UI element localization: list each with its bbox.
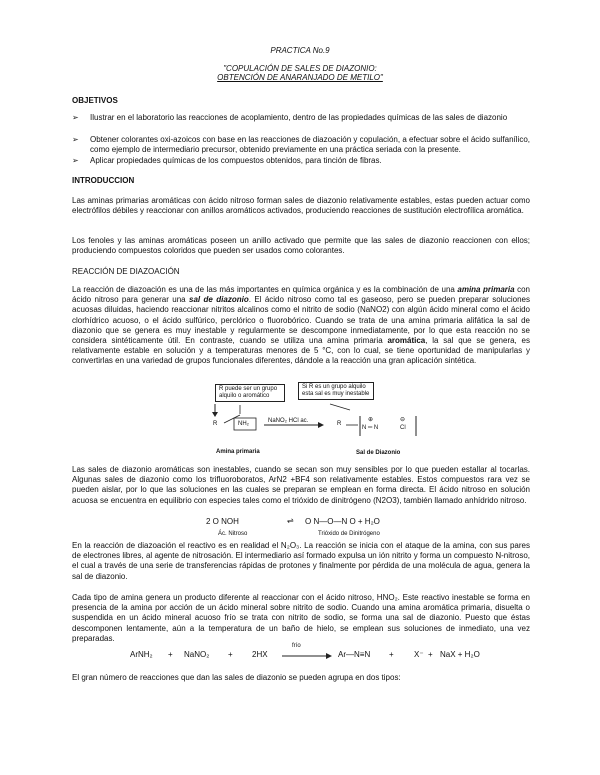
objetivo-item-1: Ilustrar en el laboratorio las reacciones de acoplamiento, dentro de las propiedades químicas de las sales de diazonio: [90, 113, 508, 122]
eq2-nano2: NaNO₂: [184, 650, 210, 659]
eq2-plus-1: +: [168, 650, 173, 659]
bullet-arrow-icon: ➢: [72, 113, 79, 122]
plus-charge-label: ⊕: [368, 417, 374, 423]
note-box-unstable: Si R es un grupo alquilo esta sal es muy inestable: [298, 382, 374, 400]
eq1-right: O N—O—N O + H₂O: [305, 517, 380, 526]
eq1-right-label: Trióxido de Dinitrógeno: [318, 531, 380, 537]
intro-paragraph-1: Las aminas primarias aromáticas con ácido nitroso forman sales de diazonio relativamente estables, estas pueden actuar como electrófilos débiles y reaccionar con anillos aromáticos activados, produciendo reacciones de sustitución electrofílica aromática.: [72, 196, 530, 216]
objetivos-heading: OBJETIVOS: [72, 96, 118, 105]
product-r-label: R: [337, 421, 342, 427]
n2o3-paragraph: En la reacción de diazoación el reactivo es en realidad el N₂O₃. La reacción se inicia con el ataque de la amina, con sus pares de electrones libres, al agente de nitrosación. El intermediario así formado expulsa un ión nitrito y forma un compuesto N-nitroso, el cual a través de una serie de transferencias rápidas de protones y finalmente por pérdida de una molécula de agua, genera la sal de diazonio.: [72, 541, 530, 581]
eq2-arnh2: ArNH₂: [130, 650, 153, 659]
salt-caption: Sal de Diazonio: [356, 450, 401, 456]
eq2-diazonium: Ar—N≡N: [338, 650, 371, 659]
title-line-1: "COPULACIÓN DE SALES DE DIAZONIO:: [223, 64, 377, 73]
cl-label: Cl: [400, 425, 406, 431]
sales-paragraph: Las sales de diazonio aromáticas son inestables, cuando se secan son muy sensibles por lo que pueden estallar al tocarlas. Algunas sales de diazonio como los trifluoroboratos, ArN2 +BF4 son relativamente estables. Estos compuestos rara vez se pueden aislar, por lo que las soluciones en las cuales se preparan se emplean en forma directa. El ácido nitroso en solución acuosa se encuentra en equilibrio con especies tales como el trióxido de dinitrógeno (N2O3), también llamado anhídrido nitroso.: [72, 465, 530, 505]
title-line-2: OBTENCIÓN DE ANARANJADO DE METILO": [217, 73, 383, 82]
amine-caption: Amina primaria: [216, 449, 260, 455]
eq1-arrows: ⇌: [287, 516, 294, 525]
reagent-label: NaNO₂ HCl ac.: [268, 418, 309, 424]
final-paragraph: El gran número de reacciones que dan las sales de diazonio se pueden agrupa en dos tipos:: [72, 673, 401, 682]
practica-number: PRACTICA No.9: [270, 46, 330, 55]
eq2-byproducts: NaX + H₂O: [440, 650, 480, 659]
bullet-arrow-icon: ➢: [72, 156, 79, 165]
objetivo-item-3: Aplicar propiedades químicas de los compuestos obtenidos, para tinción de fibras.: [90, 156, 382, 165]
eq2-plus-4: +: [428, 650, 433, 659]
cada-paragraph: Cada tipo de amina genera un producto diferente al reaccionar con el ácido nitroso, HNO₂. Este reactivo inestable se forma en presencia de la amina por acción de un ácido mineral sobre nitrito de sodio. Cuando una amina aromática primaria, disuelta o suspendida en un ácido mineral acuoso frío se trata con nitrito de sodio, se forma una sal de diazonio. Puesto que éstas descomponen lentamente, aún a la temperatura de un baño de hielo, se emplean sus soluciones de inmediato, una vez preparadas.: [72, 593, 530, 643]
eq1-left: 2 O NOH: [206, 517, 239, 526]
eq2-2hx: 2HX: [252, 650, 268, 659]
objetivo-item-2: Obtener colorantes oxi-azoicos con base en las reacciones de diazoación y copulación, a efectuar sobre el ácido sulfanílico, como ejemplo de intermediario precursor, obtenido previamente en una práctica seriada con la presente.: [90, 135, 530, 155]
eq2-condition: frío: [292, 643, 301, 649]
eq2-plus-3: +: [389, 650, 394, 659]
n-triple-n-label: N ═ N: [362, 425, 379, 431]
nh2-label: NH₂: [238, 421, 249, 427]
eq2-anion: X⁻: [414, 650, 424, 659]
reaccion-paragraph: La reacción de diazoación es una de las más importantes en química orgánica y es la combinación de una amina primaria con ácido nitroso para generar una sal de diazonio. El ácido nitroso como tal es gaseoso, pero se pueden preparar soluciones acuosas diluidas, haciendo reaccionar nitritos alcalinos como el nitrito de sodio (NaNO2) con algún ácido mineral como el ácido clorhídrico acuoso, o el ácido sulfúrico, perclórico o fluorobórico. Cuando se trata de una amina primaria alifática la sal de diazonio que se genera es muy inestable y regularmente se descompone inmediatamente, por lo que esta reacción no se considera sintéticamente útil. En contraste, cuando se utiliza una amina primaria aromática, la sal que se genera, es relativamente estable en solución y a temperaturas menores de 5 °C, con lo cual, se tiene oportunidad de manipularlas y convertirlas en una variedad de grupos funcionales diferentes, dándole a la reacción una gran aplicación sintética.: [72, 285, 531, 366]
eq2-plus-2: +: [228, 650, 233, 659]
eq2-reaction-arrow-icon: [282, 652, 332, 660]
minus-charge-label: ⊖: [400, 417, 406, 423]
eq1-left-label: Ác. Nitroso: [218, 531, 248, 537]
introduccion-heading: INTRODUCCION: [72, 176, 135, 185]
intro-paragraph-2: Los fenoles y las aminas aromáticas poseen un anillo activado que permite que las sales de diazonio reaccionen con ellos; produciendo compuestos coloridos que pueden ser usados como colorantes.: [72, 236, 530, 256]
bullet-arrow-icon: ➢: [72, 135, 79, 144]
note-box-r-group: R puede ser un grupo alquilo o aromático: [215, 384, 285, 402]
reaccion-heading: REACCIÓN DE DIAZOACIÓN: [72, 267, 180, 276]
left-r-label: R: [213, 421, 218, 427]
